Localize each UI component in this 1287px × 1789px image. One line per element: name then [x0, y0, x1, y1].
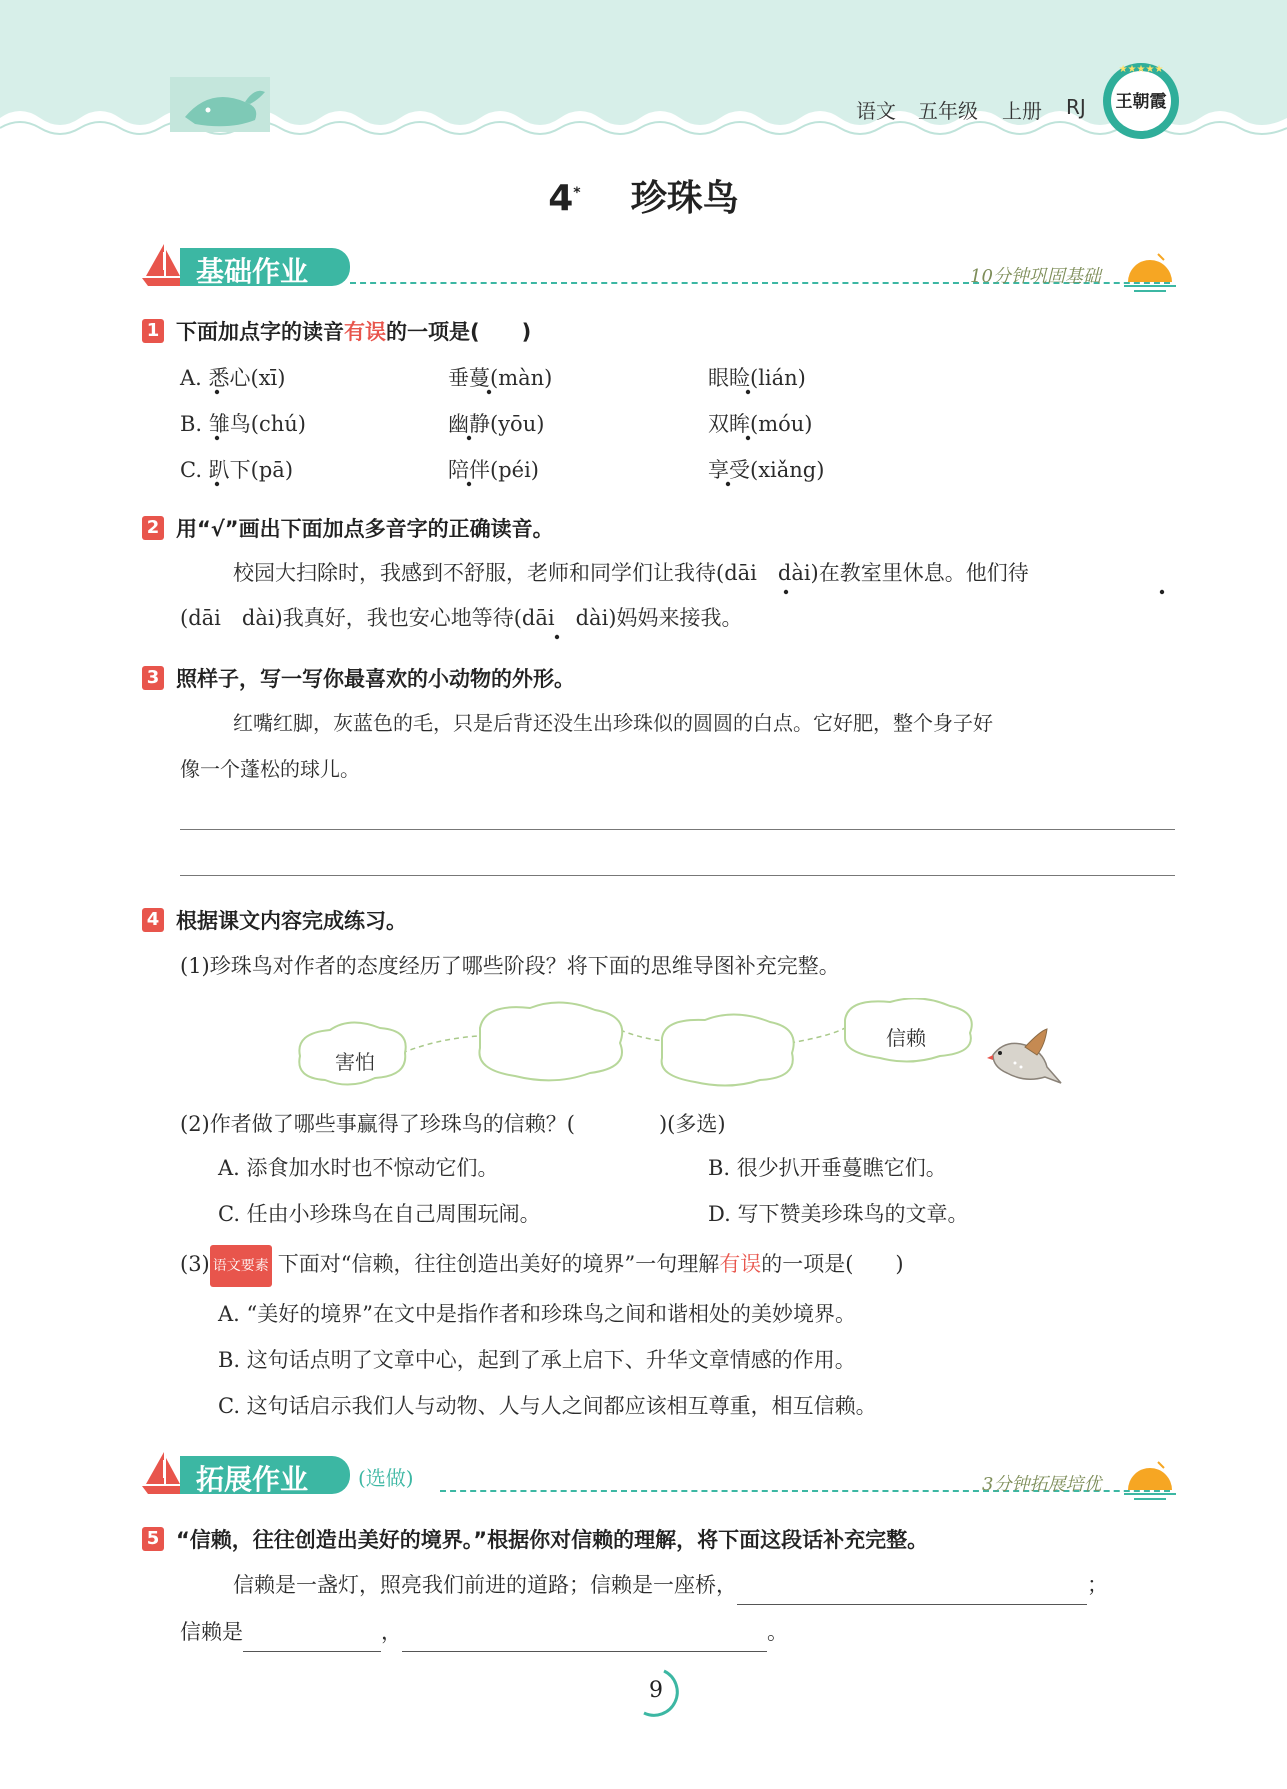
q1-option: A. 悉心(xī) — [180, 366, 286, 390]
question-4-text: 根据课文内容完成练习。 — [176, 909, 407, 933]
grade-label: 五年级 — [918, 99, 978, 123]
q4-sub3-option: B. 这句话点明了文章中心，起到了承上启下、升华文章情感的作用。 — [218, 1348, 856, 1372]
q2-passage-line: 校园大扫除时，我感到不舒服，老师和同学们让我待(dāi dài)在教室里休息。他们待 — [233, 561, 1029, 585]
q1-option: C. 趴下(pā) — [180, 458, 294, 482]
brand-badge — [1100, 60, 1182, 142]
q4-sub3-number: (3) — [180, 1252, 210, 1276]
fill-blank[interactable] — [402, 1627, 767, 1652]
svg-text:★★★★★: ★★★★★ — [1118, 64, 1164, 75]
section2-label: 拓展作业 — [196, 1463, 309, 1496]
question-1-text — [176, 316, 531, 346]
q4-sub3-option: C. 这句话启示我们人与动物、人与人之间都应该相互尊重，相互信赖。 — [218, 1394, 877, 1418]
fill-blank[interactable] — [737, 1580, 1087, 1605]
page-number: 9 — [649, 1678, 663, 1703]
section2-optional: (选做) — [358, 1466, 414, 1490]
mind-map-start: 害怕 — [335, 1050, 375, 1074]
edition-label: RJ — [1066, 95, 1086, 119]
section2-tag: 3分钟拓展培优 — [982, 1474, 1102, 1495]
answer-line[interactable] — [180, 875, 1175, 876]
q5-line2-text: 信赖是 — [180, 1620, 243, 1644]
q5-line2-mid: ， — [381, 1620, 402, 1644]
lesson-number: 4 — [548, 178, 574, 219]
q1-option: B. 雏鸟(chú) — [180, 412, 306, 436]
q3-example-line: 红嘴红脚，灰蓝色的毛，只是后背还没生出珍珠似的圆圆的白点。它好肥，整个身子好 — [233, 711, 993, 735]
brand-name: 王朝霞 — [1115, 92, 1167, 112]
q4-sub3-emphasis: 有误 — [719, 1252, 762, 1276]
question-number: 5 — [142, 1527, 164, 1551]
page-title — [0, 170, 1287, 221]
q5-line1-text: 信赖是一盏灯，照亮我们前进的道路；信赖是一座桥， — [233, 1573, 737, 1597]
q1-text-emphasis: 有误 — [344, 320, 386, 344]
question-number: 4 — [142, 908, 164, 932]
question-2-text: 用“√”画出下面加点多音字的正确读音。 — [176, 517, 554, 541]
q4-sub3-after: 的一项是( ) — [761, 1252, 904, 1276]
section1-label: 基础作业 — [196, 255, 309, 288]
mind-map — [290, 998, 1090, 1098]
whale-icon — [170, 72, 270, 132]
mind-map-end: 信赖 — [886, 1026, 926, 1050]
volume-label: 上册 — [1002, 99, 1042, 123]
q2-passage-line: (dāi dài)我真好，我也安心地等待(dāi dài)妈妈来接我。 — [180, 606, 743, 630]
q1-option: 幽静(yōu) — [448, 412, 545, 436]
q1-option: 垂蔓(màn) — [448, 366, 553, 390]
lesson-mark: * — [573, 185, 581, 201]
q4-sub2-option-c: C. 任由小珍珠鸟在自己周围玩闹。 — [218, 1202, 541, 1226]
q4-sub2-option-a: A. 添食加水时也不惊动它们。 — [218, 1156, 499, 1180]
q4-sub2-option-b: B. 很少扒开垂蔓瞧它们。 — [708, 1156, 947, 1180]
q1-option: 享受(xiǎng) — [708, 458, 825, 482]
q4-sub2-option-d: D. 写下赞美珍珠鸟的文章。 — [708, 1202, 969, 1226]
sun-icon — [1120, 1458, 1180, 1504]
question-5-text: “信赖，往往创造出美好的境界。”根据你对信赖的理解，将下面这段话补充完整。 — [176, 1528, 929, 1552]
q1-option: 陪伴(péi) — [448, 458, 539, 482]
fill-blank[interactable] — [243, 1627, 381, 1652]
question-number: 2 — [142, 516, 164, 540]
question-3-text: 照样子，写一写你最喜欢的小动物的外形。 — [176, 667, 575, 691]
q4-sub3-option: A. “美好的境界”在文中是指作者和珍珠鸟之间和谐相处的美妙境界。 — [218, 1302, 856, 1326]
question-number: 1 — [142, 319, 164, 343]
q5-line-1 — [233, 1565, 1108, 1605]
q1-option: 眼睑(lián) — [708, 366, 806, 390]
yuwen-element-tag: 语文要素 — [210, 1245, 272, 1287]
question-number: 3 — [142, 666, 164, 690]
q1-text-before: 下面加点字的读音 — [176, 320, 344, 344]
sun-icon — [1120, 250, 1180, 296]
q4-sub3-before: 下面对“信赖，往往创造出美好的境界”一句理解 — [277, 1252, 720, 1276]
q4-sub1: (1)珍珠鸟对作者的态度经历了哪些阶段？将下面的思维导图补充完整。 — [180, 954, 840, 978]
q5-line2-end: 。 — [767, 1620, 788, 1644]
q5-line1-end: ； — [1087, 1573, 1108, 1597]
q4-sub3 — [180, 1244, 904, 1287]
q5-line-2 — [180, 1612, 788, 1652]
pearl-bird-icon — [985, 1025, 1065, 1091]
lesson-title: 珍珠鸟 — [630, 178, 739, 219]
q1-option: 双眸(móu) — [708, 412, 813, 436]
q1-text-after: 的一项是( ) — [386, 320, 532, 344]
answer-line[interactable] — [180, 829, 1175, 830]
q4-sub2: (2)作者做了哪些事赢得了珍珠鸟的信赖？( )(多选) — [180, 1112, 726, 1136]
subject-label: 语文 — [856, 99, 896, 123]
section1-tag: 10分钟巩固基础 — [970, 266, 1101, 287]
q3-example-line: 像一个蓬松的球儿。 — [180, 757, 360, 781]
